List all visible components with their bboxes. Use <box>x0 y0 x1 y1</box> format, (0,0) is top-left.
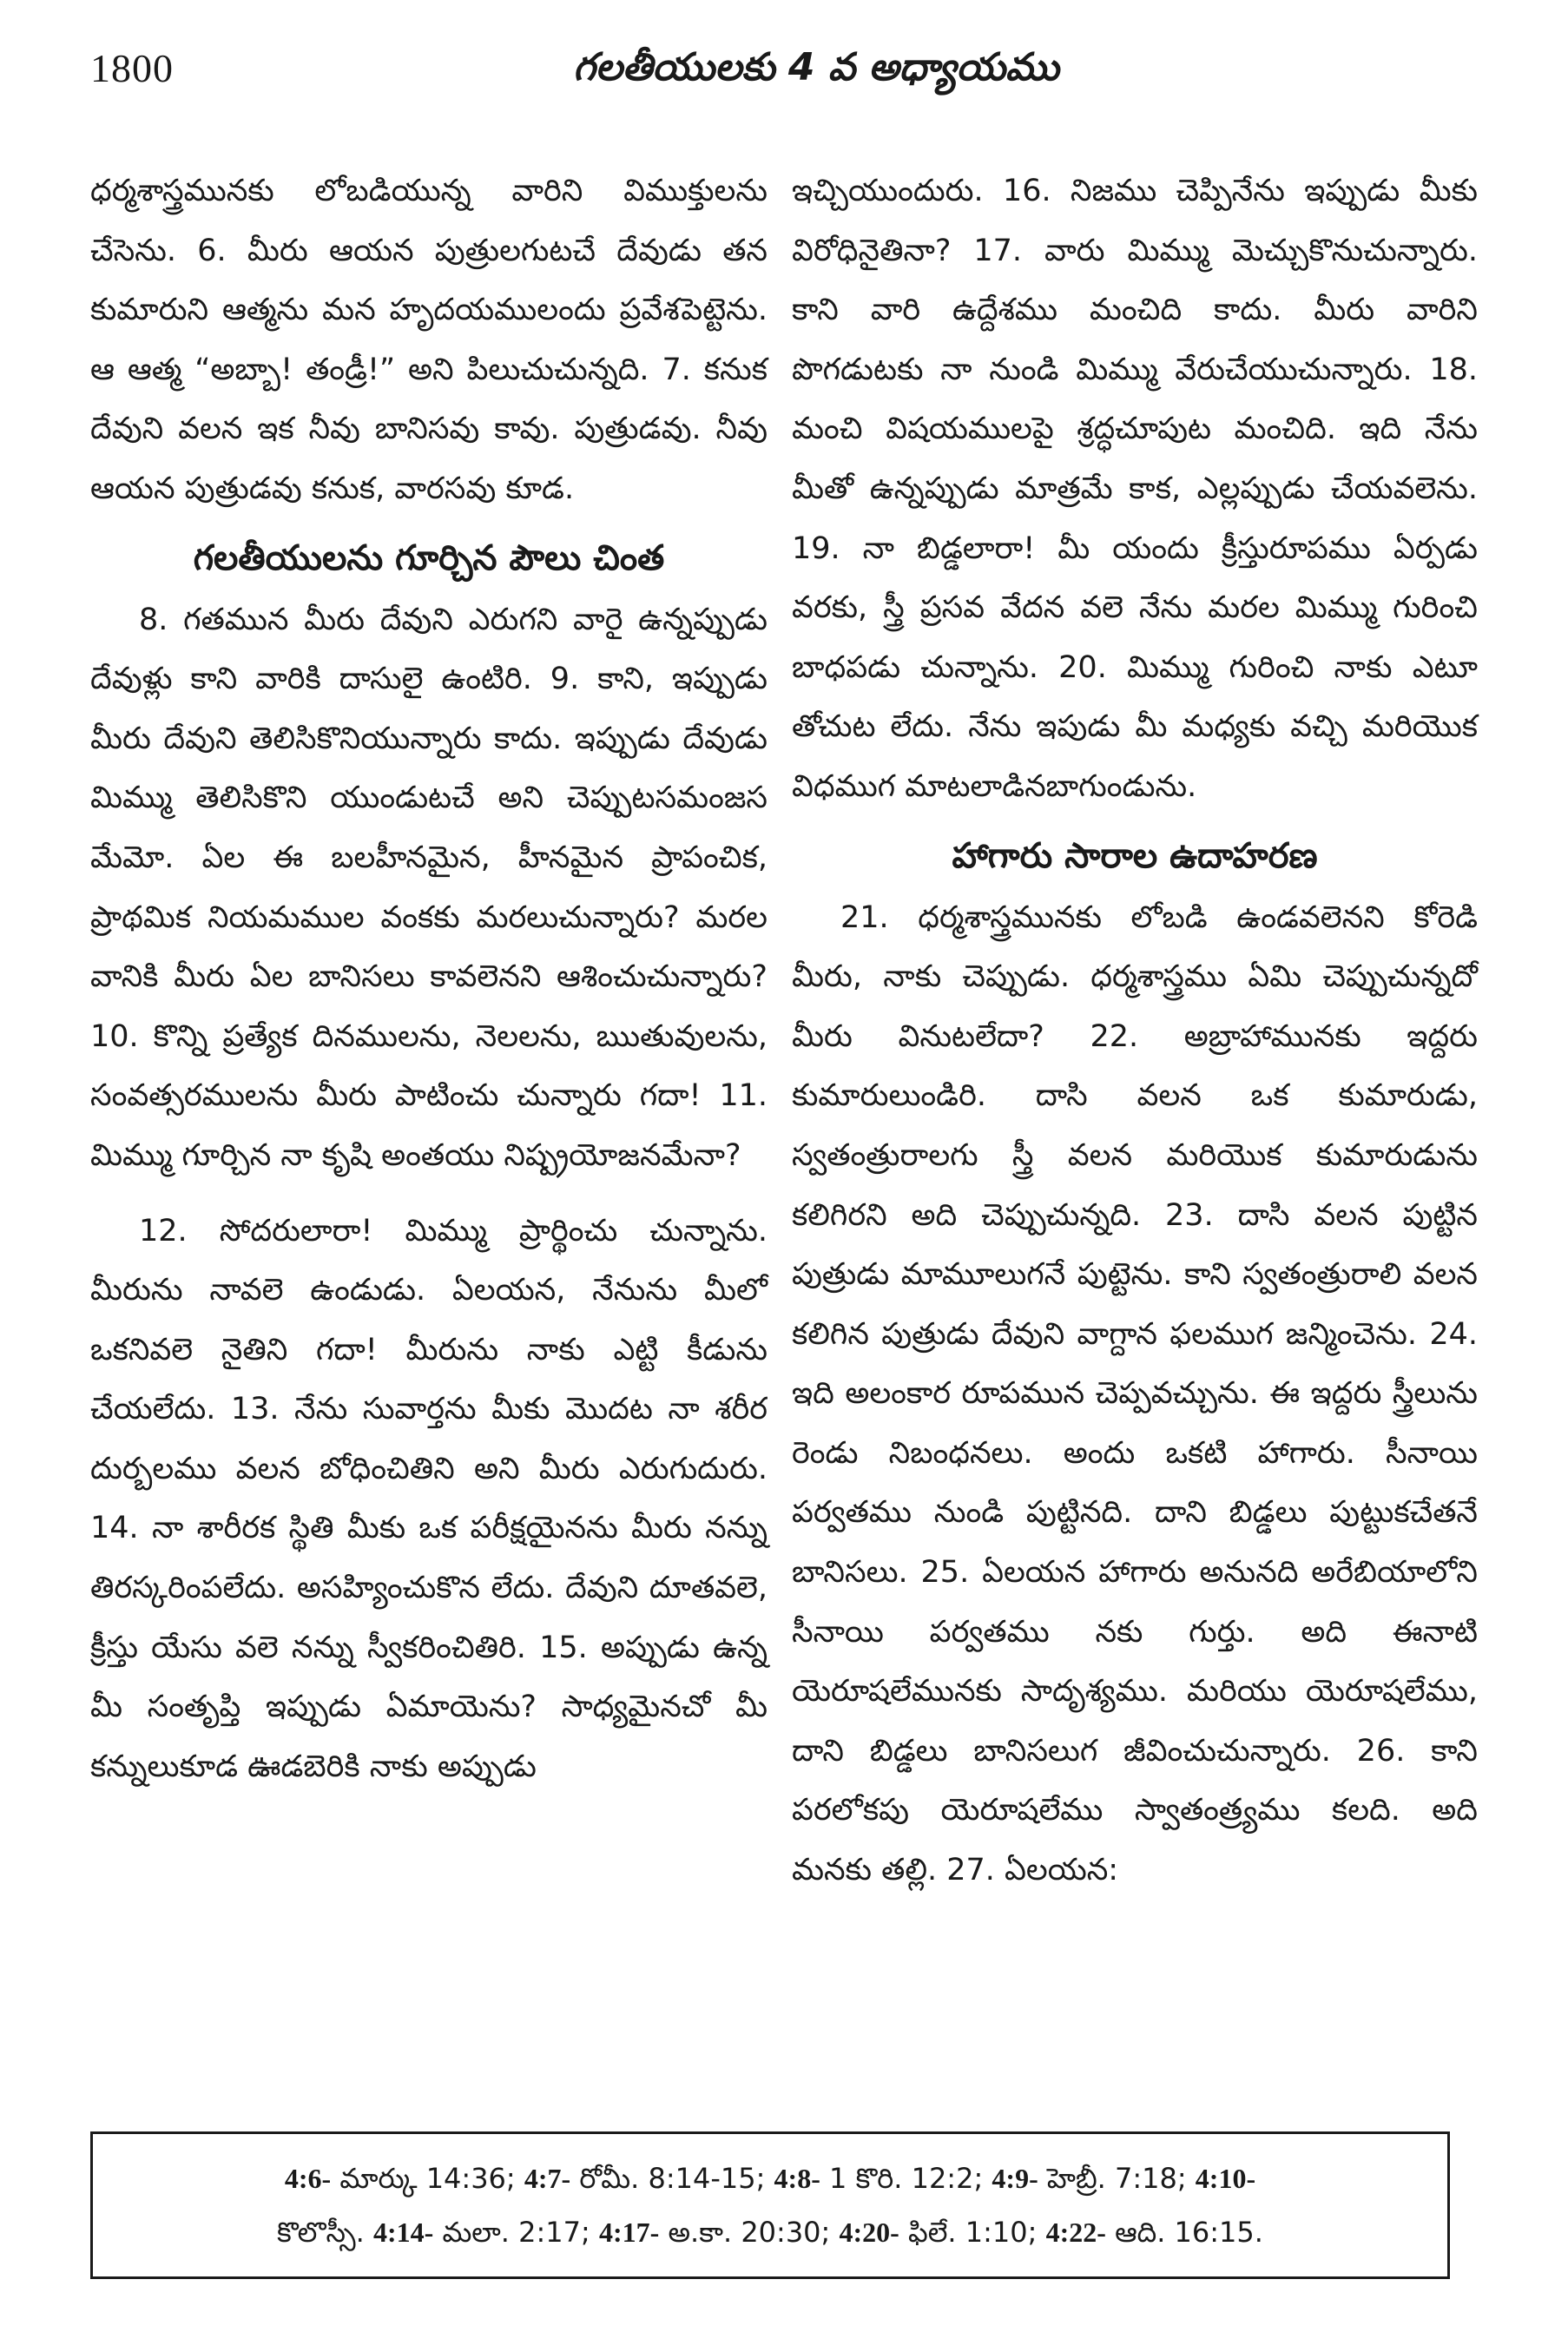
footnote-text: కొలొస్సీ. <box>277 2216 373 2249</box>
left-column <box>90 161 768 1796</box>
footnote-text: మలా. 2:17; <box>433 2216 599 2249</box>
footnote-text: మార్కు 14:36; <box>331 2162 524 2195</box>
cross-reference-line-2 <box>119 2205 1421 2259</box>
footnote-text: ఫిలే. 1:10; <box>899 2216 1046 2249</box>
right-paragraph-2: 21. ధర్మశాస్త్రమునకు లోబడి ఉండవలెనని కోరెడి మీరు, నాకు చెప్పుడు. ధర్మశాస్త్రము ఏమి చెప్పుచున్నదో మీరు వినుటలేదా? 22. అబ్రాహామునకు ఇద్దరు కుమారులుండిరి. దాసి వలన ఒక కుమారుడు, స్వతంత్రురాలగు స్త్రీ వలన మరియొక కుమారుడును కలిగిరని అది చెప్పుచున్నది. 23. దాసి వలన పుట్టిన పుత్రుడు మామూలుగనే పుట్టెను. కాని స్వతంత్రురాలి వలన కలిగిన పుత్రుడు దేవుని వాగ్దాన ఫలముగ జన్మించెను. 24. ఇది అలంకార రూపమున చెప్పవచ్చును. ఈ ఇద్దరు స్త్రీలును రెండు నిబంధనలు. అందు ఒకటి హాగారు. సీనాయి పర్వతము నుండి పుట్టినది. దాని బిడ్డలు పుట్టుకచేతనే బానిసలు. 25. ఏలయన హాగారు అనునది అరేబియాలోని సీనాయి పర్వతము నకు గుర్తు. అది ఈనాటి యెరూషలేమునకు సాదృశ్యము. మరియు యెరూషలేము, దాని బిడ్డలు బానిసలుగ జీవించుచున్నారు. 26. కాని పరలోకపు యెరూషలేము స్వాతంత్ర్యము కలది. అది మనకు తల్లి. 27. ఏలయన: <box>792 899 1478 1888</box>
section-heading-pauls-concern: గలతీయులను గూర్చిన పౌలు చింత <box>193 537 665 578</box>
footnote-ref: 4:14- <box>372 2217 434 2248</box>
footnote-ref: 4:10- <box>1195 2163 1256 2194</box>
footnote-text: హెబ్రీ. 7:18; <box>1038 2162 1196 2195</box>
page-number: 1800 <box>90 46 174 90</box>
footnote-ref: 4:17- <box>598 2217 660 2248</box>
left-paragraph-1: ధర్మశాస్త్రమునకు లోబడియున్న వారిని విముక్తులను చేసెను. 6. మీరు ఆయన పుత్రులగుటచే దేవుడు తన కుమారుని ఆత్మను మన హృదయములందు ప్రవేశపెట్టెను. ఆ ఆత్మ “అబ్బా! తండ్రీ!” అని పిలుచుచున్నది. 7. కనుక దేవుని వలన ఇక నీవు బానిసవు కావు. పుత్రుడవు. నీవు ఆయన పుత్రుడవు కనుక, వారసవు కూడ. <box>90 174 768 506</box>
section-heading-hagar-sarah: హాగారు సారాల ఉదాహరణ <box>952 835 1318 876</box>
footnote-text: అ.కా. 20:30; <box>659 2216 840 2249</box>
footnote-ref: 4:20- <box>839 2217 899 2248</box>
footnote-ref: 4:22- <box>1045 2217 1106 2248</box>
footnote-ref: 4:9- <box>992 2163 1038 2194</box>
left-paragraph-2: 8. గతమున మీరు దేవుని ఎరుగని వారై ఉన్నప్పుడు దేవుళ్లు కాని వారికి దాసులై ఉంటిరి. 9. కాని, ఇప్పుడు మీరు దేవుని తెలిసికొనియున్నారు కాదు. ఇప్పుడు దేవుడు మిమ్ము తెలిసికొని యుండుటచే అని చెప్పుటసమంజస మేమో. ఏల ఈ బలహీనమైన, హీనమైన ప్రాపంచిక, ప్రాథమిక నియమముల వంకకు మరలుచున్నారు? మరల వానికి మీరు ఏల బానిసలు కావలెనని ఆశించుచున్నారు? 10. కొన్ని ప్రత్యేక దినములను, నెలలను, ఋతువులను, సంవత్సరములను మీరు పాటించు చున్నారు గదా! 11. మిమ్ము గూర్చిన నా కృషి అంతయు నిష్ప్రయోజనమేనా? <box>90 602 768 1173</box>
footnote-ref: 4:8- <box>774 2163 820 2194</box>
running-title: గలతీయులకు 4 వ అధ్యాయము <box>573 45 1059 89</box>
right-column <box>792 161 1478 1901</box>
right-paragraph-1: ఇచ్చియుందురు. 16. నిజము చెప్పినేను ఇప్పుడు మీకు విరోధినైతినా? 17. వారు మిమ్ము మెచ్చుకొనుచున్నారు. కాని వారి ఉద్దేశము మంచిది కాదు. మీరు వారిని పొగడుటకు నా నుండి మిమ్ము వేరుచేయుచున్నారు. 18. మంచి విషయములపై శ్రద్ధచూపుట మంచిది. ఇది నేను మీతో ఉన్నప్పుడు మాత్రమే కాక, ఎల్లప్పుడు చేయవలెను. 19. నా బిడ్డలారా! మీ యందు క్రీస్తురూపము ఏర్పడు వరకు, స్త్రీ ప్రసవ వేదన వలె నేను మరల మిమ్ము గురించి బాధపడు చున్నాను. 20. మిమ్ము గురించి నాకు ఎటూ తోచుట లేదు. నేను ఇపుడు మీ మధ్యకు వచ్చి మరియొక విధముగ మాటలాడినబాగుండును. <box>792 174 1478 804</box>
left-paragraph-3: 12. సోదరులారా! మిమ్ము ప్రార్థించు చున్నాను. మీరును నావలె ఉండుడు. ఏలయన, నేనును మీలో ఒకనివలె నైతిని గదా! మీరును నాకు ఎట్టి కీడును చేయలేదు. 13. నేను సువార్తను మీకు మొదట నా శరీర దుర్బలము వలన బోధించితిని అని మీరు ఎరుగుదురు. 14. నా శారీరక స్థితి మీకు ఒక పరీక్షయైనను మీరు నన్ను తిరస్కరింపలేదు. అసహ్యించుకొన లేదు. దేవుని దూతవలె, క్రీస్తు యేసు వలె నన్ను స్వీకరించితిరి. 15. అప్పుడు ఉన్న మీ సంతృప్తి ఇప్పుడు ఏమాయెను? సాధ్యమైనచో మీ కన్నులుకూడ ఊడబెరికి నాకు అప్పుడు <box>90 1213 768 1784</box>
footnote-text: రోమీ. 8:14-15; <box>570 2162 774 2195</box>
footnote-ref: 4:7- <box>524 2163 571 2194</box>
cross-reference-box <box>90 2131 1450 2279</box>
cross-reference-line-1 <box>119 2151 1421 2205</box>
footnote-text: ఆది. 16:15. <box>1105 2216 1263 2249</box>
footnote-text: 1 కొరి. 12:2; <box>820 2162 992 2195</box>
footnote-ref: 4:6- <box>284 2163 332 2194</box>
